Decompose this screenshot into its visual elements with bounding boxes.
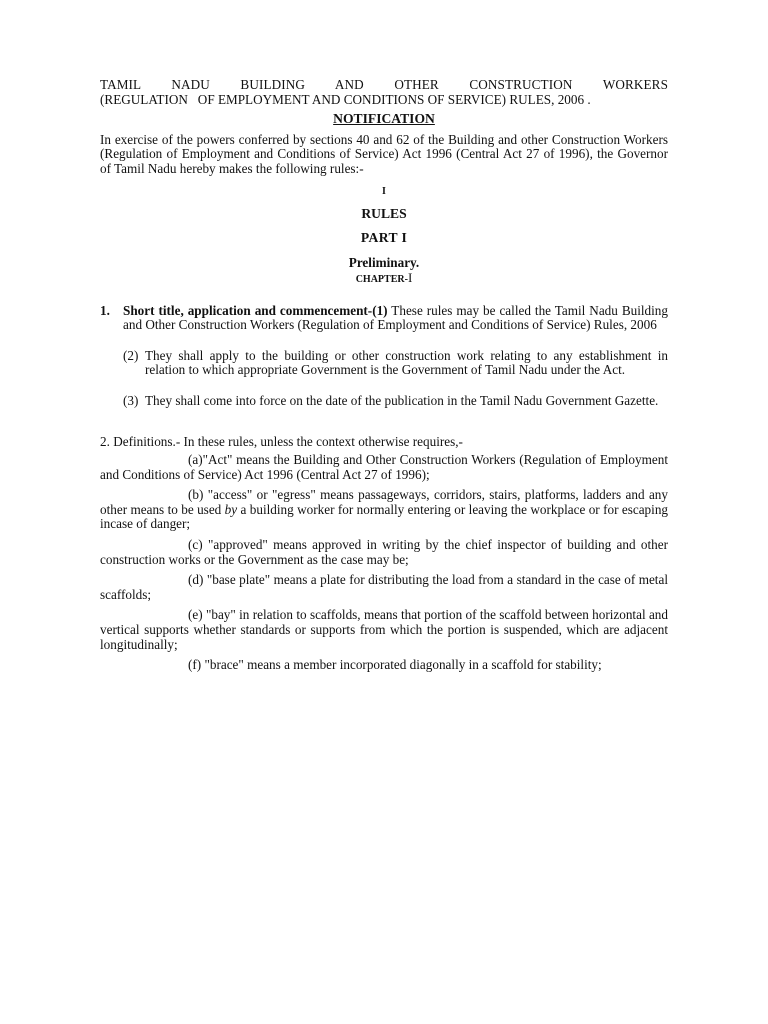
document-page [100,78,668,673]
rule-1-text: These rules may be called the Tamil Nadu Building and Other Construction Workers (Regulation of Employment and Conditions of Service) Rules, 2006 [123,302,668,333]
subclause-2-text: They shall apply to the building or other construction work relating to any establishment in relation to which appropriate Government is the Government of Tamil Nadu under the Act. [145,347,668,378]
notification-heading: NOTIFICATION [333,111,435,127]
rule-1-body [123,304,668,333]
subclause-2-number: (2) [123,347,139,363]
definition-b-part2: a building worker for normally entering or leaving the workplace or for escaping incase of danger; [100,501,669,532]
chapter-number: I [407,269,413,285]
rules-heading: RULES [361,206,407,222]
definitions-heading: 2. Definitions.- In these rules, unless the context otherwise requires,- [100,433,463,449]
rule-1-title: Short title, application and commencement-(1) [123,302,388,318]
definition-f: (f) "brace" means a member incorporated diagonally in a scaffold for stability; [188,657,602,673]
part-heading: PART I [360,229,408,245]
chapter-heading [100,271,668,288]
rule-1 [100,304,668,333]
rule-1-subclause-3 [123,394,668,409]
definition-e: (e) "bay" in relation to scaffolds, means that portion of the scaffold between horizontal and vertical supports whether standards or supports from which the portion is suspended, which are adjacent longitudinally; [100,607,668,652]
definition-b [100,488,668,532]
intro-paragraph: In exercise of the powers conferred by sections 40 and 62 of the Building and other Construction Workers (Regulation of Employment and Conditions of Service) Act 1996 (Central Act 27 of 1996), the Governor of Tamil Nadu hereby makes the following rules:- [100,131,668,176]
chapter-prefix: CHAPTER- [355,273,408,285]
preliminary-heading: Preliminary. [348,255,420,271]
definitions-list [100,453,668,673]
document-title-line1: TAMIL NADU BUILDING AND OTHER CONSTRUCTION WORKERS [100,77,668,92]
subclause-3-number: (3) [123,392,139,408]
definition-b-part1: (b) "access" or "egress" means passageways, corridors, stairs, platforms, ladders and any other means to be used [100,487,668,517]
definition-d: (d) "base plate" means a plate for distributing the load from a standard in the case of metal scaffolds; [100,572,668,602]
rule-1-number: 1. [100,302,110,318]
subclause-3-text: They shall come into force on the date of the publication in the Tamil Nadu Government Gazette. [145,392,659,408]
definition-b-italic: by [224,501,238,517]
roman-numeral: I [382,185,386,197]
document-title-line2: (REGULATION OF EMPLOYMENT AND CONDITIONS OF SERVICE) RULES, 2006 . [100,91,591,107]
definition-a: (a)"Act" means the Building and Other Construction Workers (Regulation of Employment and Conditions of Service) Act 1996 (Central Act 27 of 1996); [100,452,668,482]
definition-c: (c) "approved" means approved in writing by the chief inspector of building and other construction works or the Government as the case may be; [100,537,668,567]
rule-1-subclause-2 [123,349,668,378]
